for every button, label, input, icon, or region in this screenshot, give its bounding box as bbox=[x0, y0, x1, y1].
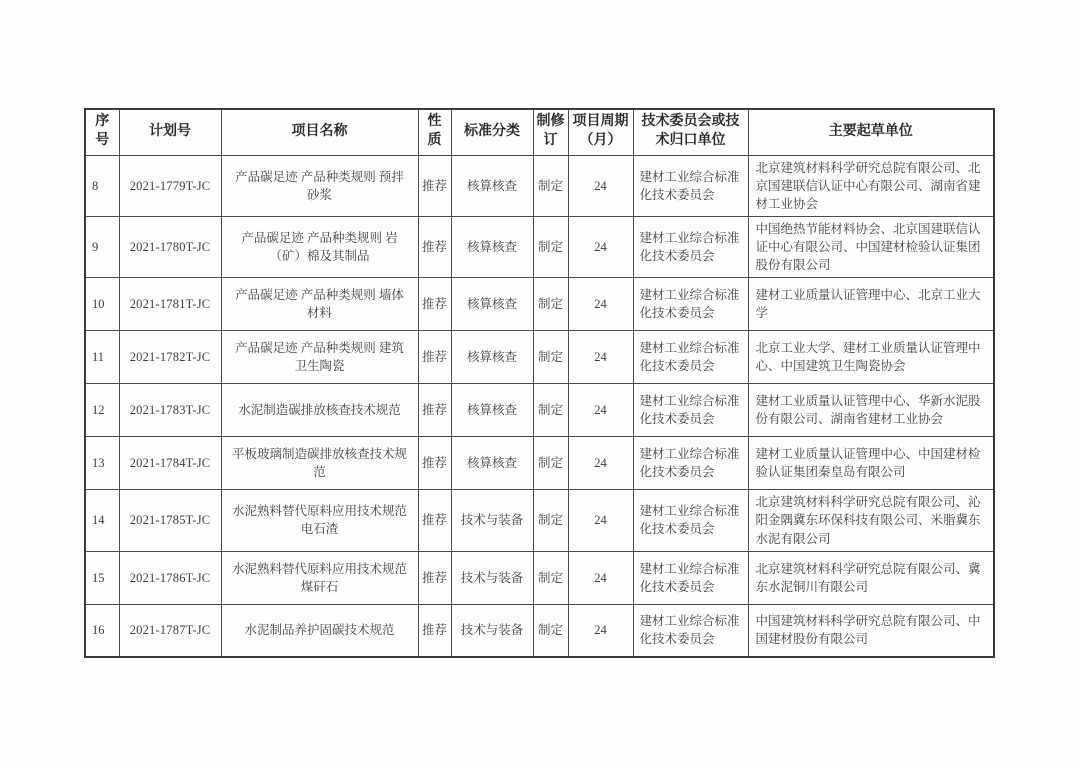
cell-plan-number: 2021-1783T-JC bbox=[119, 384, 221, 437]
cell-technical-committee: 建材工业综合标准化技术委员会 bbox=[633, 551, 748, 604]
cell-project-cycle: 24 bbox=[568, 278, 633, 331]
table-row bbox=[85, 278, 994, 331]
header-revision-type: 制修订 bbox=[533, 109, 568, 155]
cell-serial-number: 14 bbox=[85, 490, 119, 551]
cell-revision-type: 制定 bbox=[533, 155, 568, 216]
cell-plan-number: 2021-1782T-JC bbox=[119, 331, 221, 384]
cell-standard-category: 核算核查 bbox=[451, 278, 533, 331]
header-nature: 性质 bbox=[418, 109, 451, 155]
cell-project-cycle: 24 bbox=[568, 216, 633, 277]
cell-nature: 推荐 bbox=[418, 278, 451, 331]
cell-plan-number: 2021-1786T-JC bbox=[119, 551, 221, 604]
cell-main-drafting-units: 北京建筑材料科学研究总院有限公司、北京国建联信认证中心有限公司、湖南省建材工业协会 bbox=[748, 155, 994, 216]
cell-plan-number: 2021-1784T-JC bbox=[119, 437, 221, 490]
standards-plan-table bbox=[84, 108, 995, 658]
cell-revision-type: 制定 bbox=[533, 278, 568, 331]
cell-nature: 推荐 bbox=[418, 331, 451, 384]
cell-standard-category: 技术与装备 bbox=[451, 490, 533, 551]
cell-serial-number: 12 bbox=[85, 384, 119, 437]
cell-project-cycle: 24 bbox=[568, 551, 633, 604]
cell-serial-number: 13 bbox=[85, 437, 119, 490]
cell-nature: 推荐 bbox=[418, 216, 451, 277]
table-row bbox=[85, 216, 994, 277]
cell-project-cycle: 24 bbox=[568, 384, 633, 437]
cell-plan-number: 2021-1780T-JC bbox=[119, 216, 221, 277]
cell-nature: 推荐 bbox=[418, 490, 451, 551]
cell-project-name: 产品碳足迹 产品种类规则 墙体材料 bbox=[221, 278, 418, 331]
cell-main-drafting-units: 北京工业大学、建材工业质量认证管理中心、中国建筑卫生陶瓷协会 bbox=[748, 331, 994, 384]
cell-serial-number: 16 bbox=[85, 604, 119, 657]
table-row bbox=[85, 604, 994, 657]
cell-standard-category: 核算核查 bbox=[451, 155, 533, 216]
cell-revision-type: 制定 bbox=[533, 490, 568, 551]
cell-plan-number: 2021-1781T-JC bbox=[119, 278, 221, 331]
cell-main-drafting-units: 建材工业质量认证管理中心、华新水泥股份有限公司、湖南省建材工业协会 bbox=[748, 384, 994, 437]
cell-technical-committee: 建材工业综合标准化技术委员会 bbox=[633, 278, 748, 331]
cell-serial-number: 15 bbox=[85, 551, 119, 604]
cell-main-drafting-units: 北京建筑材料科学研究总院有限公司、冀东水泥铜川有限公司 bbox=[748, 551, 994, 604]
cell-revision-type: 制定 bbox=[533, 551, 568, 604]
header-project-cycle: 项目周期（月） bbox=[568, 109, 633, 155]
cell-project-cycle: 24 bbox=[568, 490, 633, 551]
cell-project-name: 产品碳足迹 产品种类规则 岩（矿）棉及其制品 bbox=[221, 216, 418, 277]
cell-standard-category: 技术与装备 bbox=[451, 551, 533, 604]
cell-nature: 推荐 bbox=[418, 155, 451, 216]
cell-standard-category: 核算核查 bbox=[451, 216, 533, 277]
cell-project-cycle: 24 bbox=[568, 437, 633, 490]
cell-project-name: 水泥熟料替代原料应用技术规范 电石渣 bbox=[221, 490, 418, 551]
cell-project-cycle: 24 bbox=[568, 331, 633, 384]
cell-main-drafting-units: 中国绝热节能材料协会、北京国建联信认证中心有限公司、中国建材检验认证集团股份有限公司 bbox=[748, 216, 994, 277]
cell-project-cycle: 24 bbox=[568, 604, 633, 657]
cell-serial-number: 8 bbox=[85, 155, 119, 216]
cell-nature: 推荐 bbox=[418, 604, 451, 657]
header-plan-number: 计划号 bbox=[119, 109, 221, 155]
table-body bbox=[85, 155, 994, 657]
cell-main-drafting-units: 建材工业质量认证管理中心、北京工业大学 bbox=[748, 278, 994, 331]
cell-project-name: 产品碳足迹 产品种类规则 预拌砂浆 bbox=[221, 155, 418, 216]
table-row bbox=[85, 331, 994, 384]
cell-revision-type: 制定 bbox=[533, 331, 568, 384]
cell-standard-category: 核算核查 bbox=[451, 437, 533, 490]
cell-technical-committee: 建材工业综合标准化技术委员会 bbox=[633, 604, 748, 657]
header-technical-committee: 技术委员会或技术归口单位 bbox=[633, 109, 748, 155]
cell-nature: 推荐 bbox=[418, 551, 451, 604]
cell-standard-category: 技术与装备 bbox=[451, 604, 533, 657]
cell-project-cycle: 24 bbox=[568, 155, 633, 216]
cell-project-name: 平板玻璃制造碳排放核查技术规范 bbox=[221, 437, 418, 490]
cell-main-drafting-units: 建材工业质量认证管理中心、中国建材检验认证集团秦皇岛有限公司 bbox=[748, 437, 994, 490]
table-row bbox=[85, 551, 994, 604]
cell-revision-type: 制定 bbox=[533, 437, 568, 490]
cell-project-name: 产品碳足迹 产品种类规则 建筑卫生陶瓷 bbox=[221, 331, 418, 384]
cell-project-name: 水泥制品养护固碳技术规范 bbox=[221, 604, 418, 657]
cell-technical-committee: 建材工业综合标准化技术委员会 bbox=[633, 490, 748, 551]
table-row bbox=[85, 490, 994, 551]
cell-nature: 推荐 bbox=[418, 437, 451, 490]
cell-plan-number: 2021-1787T-JC bbox=[119, 604, 221, 657]
cell-serial-number: 10 bbox=[85, 278, 119, 331]
cell-technical-committee: 建材工业综合标准化技术委员会 bbox=[633, 331, 748, 384]
header-standard-category: 标准分类 bbox=[451, 109, 533, 155]
cell-technical-committee: 建材工业综合标准化技术委员会 bbox=[633, 437, 748, 490]
table-header-row bbox=[85, 109, 994, 155]
cell-project-name: 水泥熟料替代原料应用技术规范 煤矸石 bbox=[221, 551, 418, 604]
header-serial-number: 序号 bbox=[85, 109, 119, 155]
header-project-name: 项目名称 bbox=[221, 109, 418, 155]
cell-standard-category: 核算核查 bbox=[451, 331, 533, 384]
cell-main-drafting-units: 北京建筑材料科学研究总院有限公司、沁阳金隅冀东环保科技有限公司、米脂冀东水泥有限公司 bbox=[748, 490, 994, 551]
header-main-drafting-units: 主要起草单位 bbox=[748, 109, 994, 155]
cell-technical-committee: 建材工业综合标准化技术委员会 bbox=[633, 384, 748, 437]
cell-serial-number: 11 bbox=[85, 331, 119, 384]
cell-project-name: 水泥制造碳排放核查技术规范 bbox=[221, 384, 418, 437]
cell-main-drafting-units: 中国建筑材料科学研究总院有限公司、中国建材股份有限公司 bbox=[748, 604, 994, 657]
cell-serial-number: 9 bbox=[85, 216, 119, 277]
cell-technical-committee: 建材工业综合标准化技术委员会 bbox=[633, 216, 748, 277]
cell-nature: 推荐 bbox=[418, 384, 451, 437]
table-row bbox=[85, 437, 994, 490]
cell-technical-committee: 建材工业综合标准化技术委员会 bbox=[633, 155, 748, 216]
cell-plan-number: 2021-1785T-JC bbox=[119, 490, 221, 551]
cell-plan-number: 2021-1779T-JC bbox=[119, 155, 221, 216]
cell-standard-category: 核算核查 bbox=[451, 384, 533, 437]
table-row bbox=[85, 155, 994, 216]
cell-revision-type: 制定 bbox=[533, 604, 568, 657]
cell-revision-type: 制定 bbox=[533, 384, 568, 437]
cell-revision-type: 制定 bbox=[533, 216, 568, 277]
table-row bbox=[85, 384, 994, 437]
